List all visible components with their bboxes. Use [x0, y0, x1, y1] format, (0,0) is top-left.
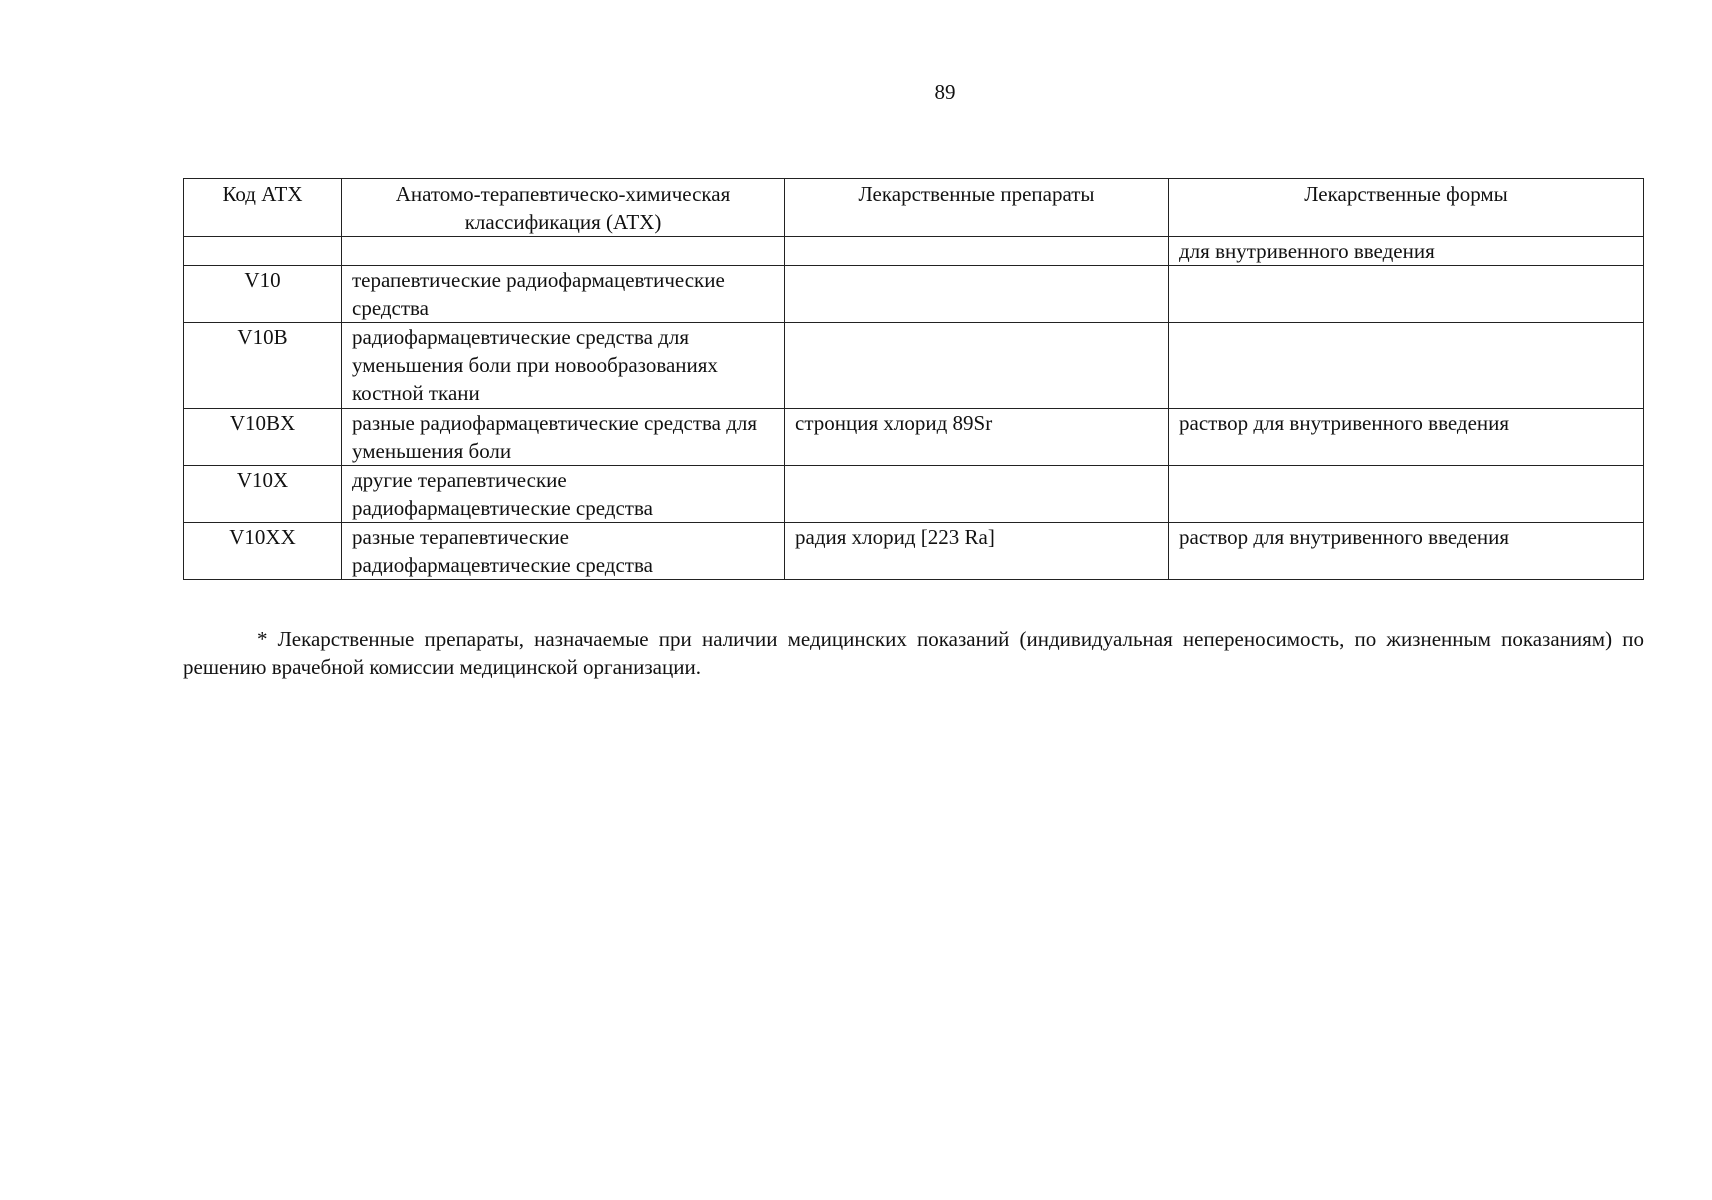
footnote: * Лекарственные препараты, назначаемые при наличии медицинских показаний (индивидуальная непереносимость, по жизненным показаниям) по решению врачебной комиссии медицинской организации.	[183, 627, 1644, 679]
cell-classification	[342, 237, 785, 266]
cell-form	[1169, 466, 1644, 523]
cell-drug	[785, 466, 1169, 523]
cell-drug: стронция хлорид 89Sr	[785, 409, 1169, 466]
cell-classification: разные терапевтические радиофармацевтические средства	[342, 523, 785, 580]
cell-form	[1169, 323, 1644, 409]
header-forms: Лекарственные формы	[1169, 179, 1644, 237]
header-classification: Анатомо-терапевтическо-химическая классификация (АТХ)	[342, 179, 785, 237]
cell-drug	[785, 323, 1169, 409]
cell-code: V10BX	[184, 409, 342, 466]
cell-code	[184, 237, 342, 266]
table-row	[184, 237, 1644, 266]
table-row	[184, 323, 1644, 409]
cell-drug	[785, 237, 1169, 266]
cell-form	[1169, 266, 1644, 323]
table-header-row	[184, 179, 1644, 237]
cell-classification: другие терапевтические радиофармацевтические средства	[342, 466, 785, 523]
cell-code: V10X	[184, 466, 342, 523]
header-drugs: Лекарственные препараты	[785, 179, 1169, 237]
atc-table	[183, 178, 1644, 580]
cell-code: V10	[184, 266, 342, 323]
cell-form: раствор для внутривенного введения	[1169, 409, 1644, 466]
table-row	[184, 466, 1644, 523]
table-row	[184, 409, 1644, 466]
cell-classification: разные радиофармацевтические средства для уменьшения боли	[342, 409, 785, 466]
table-row	[184, 523, 1644, 580]
cell-classification: терапевтические радиофармацевтические средства	[342, 266, 785, 323]
cell-classification: радиофармацевтические средства для уменьшения боли при новообразованиях костной ткани	[342, 323, 785, 409]
cell-drug	[785, 266, 1169, 323]
cell-drug: радия хлорид [223 Ra]	[785, 523, 1169, 580]
page-number: 89	[934, 80, 956, 104]
cell-code: V10B	[184, 323, 342, 409]
cell-code: V10XX	[184, 523, 342, 580]
table-row	[184, 266, 1644, 323]
header-code: Код АТХ	[184, 179, 342, 237]
cell-form: для внутривенного введения	[1169, 237, 1644, 266]
cell-form: раствор для внутривенного введения	[1169, 523, 1644, 580]
